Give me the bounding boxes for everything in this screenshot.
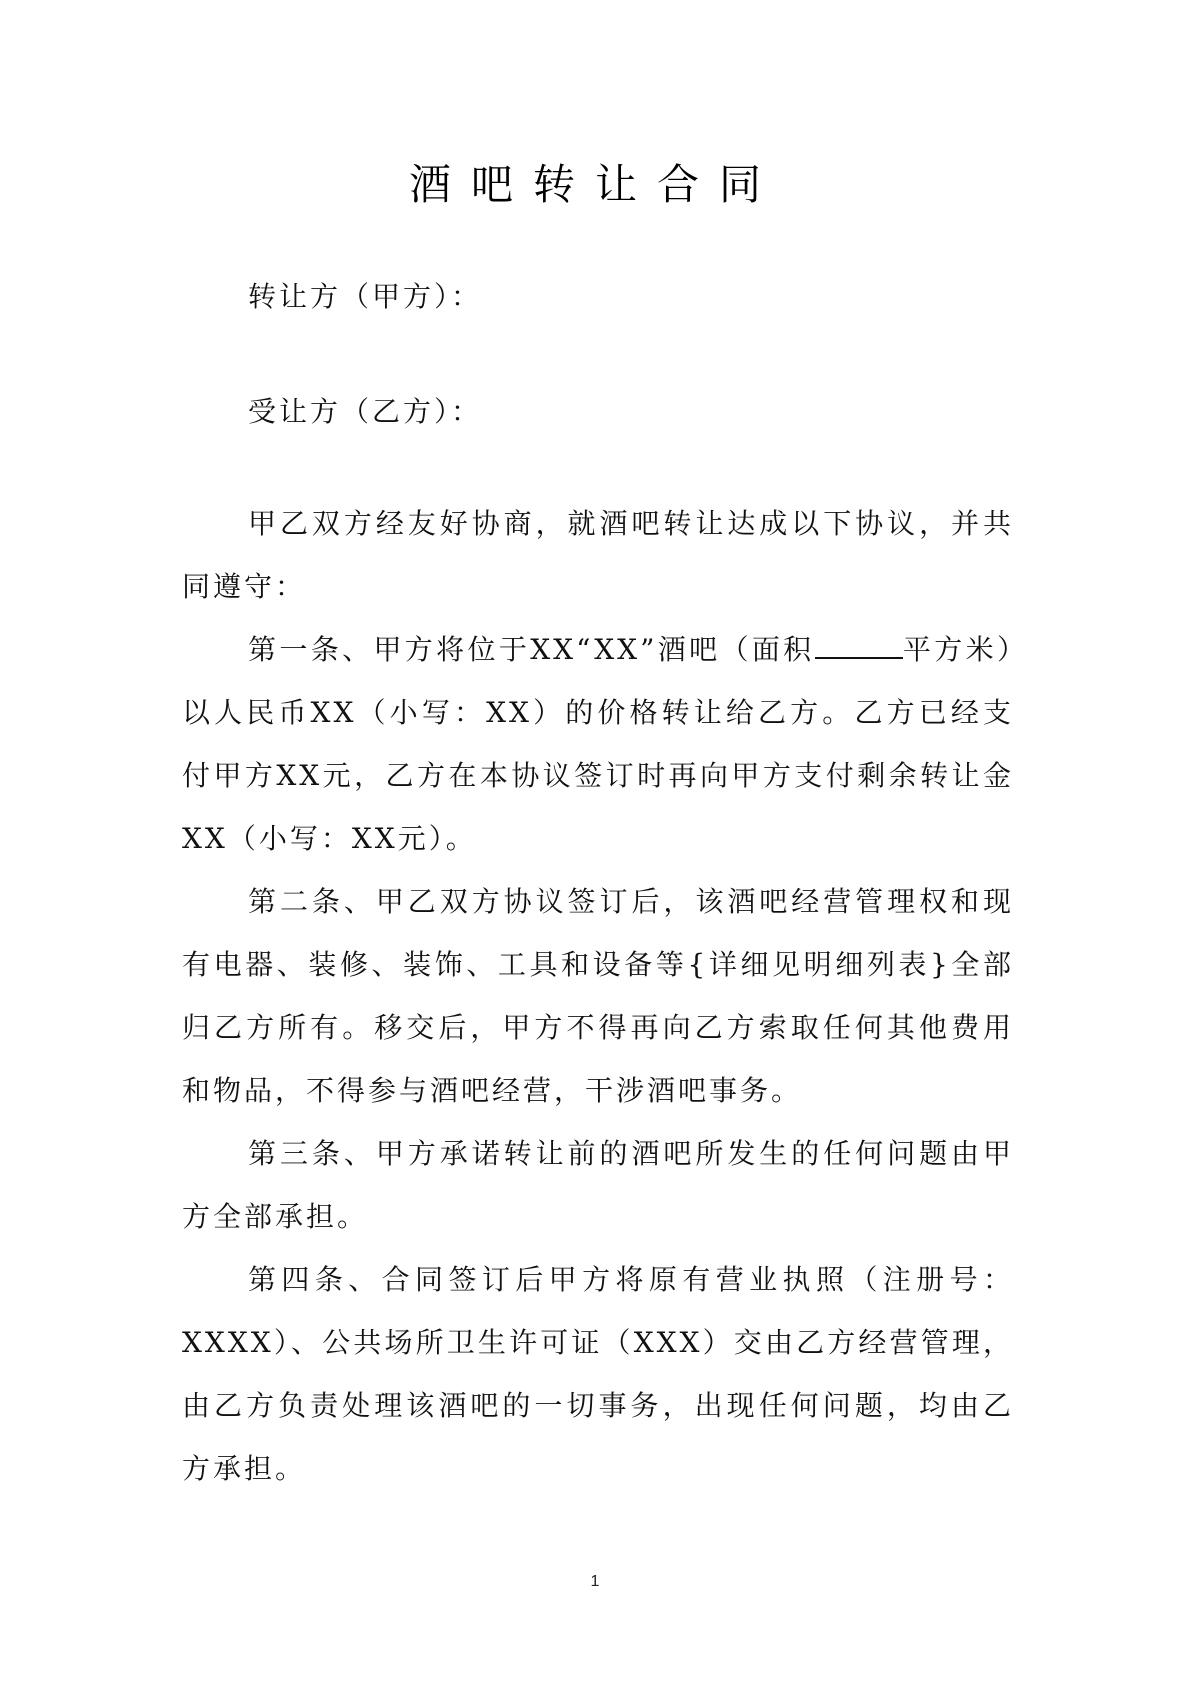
area-blank-field bbox=[815, 635, 903, 659]
article-1-text-end: 平方米）以人民币XX（小写：XX）的价格转让给乙方。乙方已经支付甲方XX元，乙方在本协议签订时再向甲方支付剩余转让金XX（小写：XX元）。 bbox=[182, 633, 1014, 855]
document-title: 酒吧转让合同 bbox=[408, 160, 781, 209]
page-number: 1 bbox=[590, 1573, 600, 1590]
contract-body bbox=[182, 492, 1014, 1500]
article-1-paragraph bbox=[182, 618, 1014, 870]
preamble-paragraph: 甲乙双方经友好协商，就酒吧转让达成以下协议，并共同遵守： bbox=[182, 507, 1014, 603]
article-2-paragraph: 第二条、甲乙双方协议签订后，该酒吧经营管理权和现有电器、装修、装饰、工具和设备等{详细见明细列表}全部归乙方所有。移交后，甲方不得再向乙方索取任何其他费用和物品，不得参与酒吧经营，干涉酒吧事务。 bbox=[182, 885, 1014, 1107]
transferor-label: 转让方（甲方）： bbox=[248, 280, 483, 313]
article-4-paragraph: 第四条、合同签订后甲方将原有营业执照（注册号：XXXX）、公共场所卫生许可证（XXX）交由乙方经营管理，由乙方负责处理该酒吧的一切事务，出现任何问题，均由乙方承担。 bbox=[182, 1263, 1014, 1485]
article-1-text-start: 第一条、甲方将位于XX“XX”酒吧（面积 bbox=[248, 633, 815, 666]
article-3-paragraph: 第三条、甲方承诺转让前的酒吧所发生的任何问题由甲方全部承担。 bbox=[182, 1137, 1014, 1233]
transferee-label: 受让方（乙方）： bbox=[248, 395, 483, 428]
